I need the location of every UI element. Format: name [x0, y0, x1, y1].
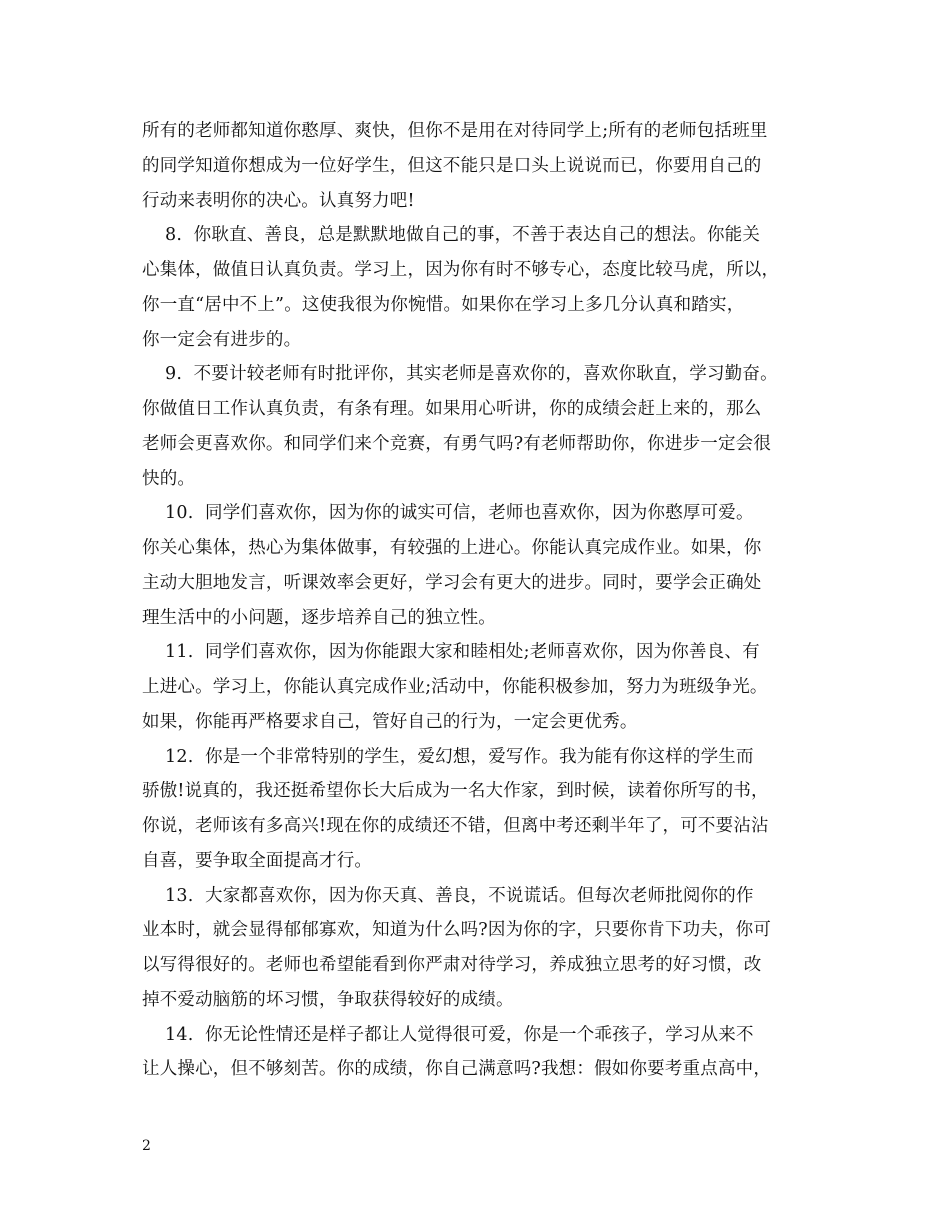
text-line: 让人操心，但不够刻苦。你的成绩，你自己满意吗?我想：假如你要考重点高中，: [142, 1059, 772, 1080]
body-text: [142, 114, 822, 1087]
text-line: 14. 你无论性情还是样子都让人觉得很可爱，你是一个乖孩子，学习从来不: [142, 1024, 754, 1045]
text-line: 以写得很好的。老师也希望能看到你严肃对待学习，养成独立思考的好习惯，改: [142, 955, 762, 975]
text-line: 你一定会有进步的。: [142, 329, 302, 350]
text-line: 行动来表明你的决心。认真努力吧!: [142, 190, 415, 211]
text-line: 12. 你是一个非常特别的学生，爱幻想，爱写作。我为能有你这样的学生而: [142, 746, 754, 767]
text-line: 8. 你耿直、善良，总是默默地做自己的事，不善于表达自己的想法。你能关: [142, 225, 761, 246]
text-line: 骄傲!说真的，我还挺希望你长大后成为一名大作家，到时候，读着你所写的书，: [142, 781, 769, 802]
text-line: 11. 同学们喜欢你，因为你能跟大家和睦相处;老师喜欢你，因为你善良、有: [142, 642, 760, 663]
text-line: 理生活中的小问题，逐步培养自己的独立性。: [142, 607, 496, 628]
text-line: 你一直“居中不上”。这使我很为你惋惜。如果你在学习上多几分认真和踏实，: [142, 294, 745, 315]
text-line: 上进心。学习上，你能认真完成作业;活动中，你能积极参加，努力为班级争光。: [142, 677, 768, 697]
text-line: 所有的老师都知道你憨厚、爽快，但你不是用在对待同学上;所有的老师包括班里: [142, 121, 768, 141]
text-line: 老师会更喜欢你。和同学们来个竞赛，有勇气吗?有老师帮助你，你进步一定会很: [142, 433, 772, 454]
text-line: 你关心集体，热心为集体做事，有较强的上进心。你能认真完成作业。如果，你: [142, 538, 762, 558]
text-line: 快的。: [142, 468, 196, 489]
text-line: 自喜，要争取全面提高才行。: [142, 850, 373, 871]
text-line: 的同学知道你想成为一位好学生，但这不能只是口头上说说而已，你要用自己的: [142, 155, 762, 176]
text-line: 9. 不要计较老师有时批评你，其实老师是喜欢你的，喜欢你耿直，学习勤奋。: [142, 364, 778, 385]
text-line: 掉不爱动脑筋的坏习惯，争取获得较好的成绩。: [142, 989, 514, 1010]
text-line: 业本时，就会显得郁郁寡欢，知道为什么吗?因为你的字，只要你肯下功夫，你可: [142, 920, 772, 941]
text-line: 如果，你能再严格要求自己，管好自己的行为，一定会更优秀。: [142, 711, 638, 732]
text-line: 心集体，做值日认真负责。学习上，因为你有时不够专心，态度比较马虎，所以，: [142, 260, 780, 280]
text-line: 你说，老师该有多高兴!现在你的成绩还不错，但离中考还剩半年了，可不要沾沾: [142, 816, 769, 836]
text-line: 13. 大家都喜欢你，因为你天真、善良，不说谎话。但每次老师批阅你的作: [142, 885, 754, 906]
text-line: 10. 同学们喜欢你，因为你的诚实可信，老师也喜欢你，因为你憨厚可爱。: [142, 503, 754, 524]
page-number: 2: [142, 1138, 151, 1154]
text-line: 主动大胆地发言，听课效率会更好，学习会有更大的进步。同时，要学会正确处: [142, 572, 762, 593]
text-line: 你做值日工作认真负责，有条有理。如果用心听讲，你的成绩会赶上来的，那么: [142, 399, 762, 419]
